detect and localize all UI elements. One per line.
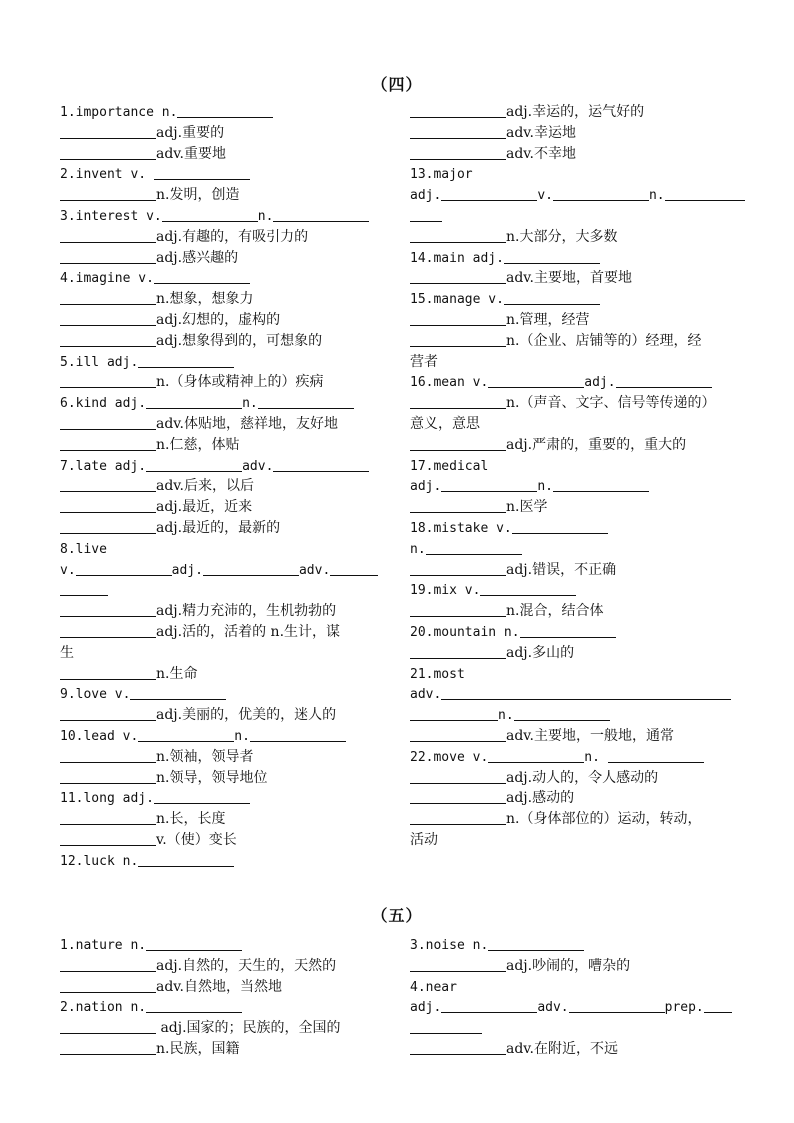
- definition-line: [410, 393, 732, 414]
- answer-blank[interactable]: [410, 311, 506, 326]
- definition-text: adj.严肃的，重要的，重大的: [506, 436, 687, 453]
- definition-line: [60, 414, 382, 435]
- definition-text: n.发明，创造: [156, 187, 240, 204]
- definition-line: [410, 102, 732, 123]
- answer-blank[interactable]: [138, 852, 234, 867]
- word-entry-line: [410, 456, 732, 477]
- continued-blank-line: [410, 1018, 732, 1039]
- wrapped-text: 活动: [410, 831, 438, 848]
- wrapped-text-line: [60, 643, 382, 664]
- definition-line: [60, 476, 382, 497]
- word-entry-text: 3.noise n.: [410, 938, 489, 953]
- answer-blank[interactable]: [480, 581, 576, 596]
- answer-blank[interactable]: [608, 748, 704, 763]
- definition-text: n.生命: [156, 665, 198, 682]
- word-entry-line: [60, 206, 382, 227]
- definition-text: n.民族，国籍: [156, 1040, 240, 1057]
- definition-text: n.（身体或精神上的）疾病: [156, 374, 324, 391]
- definition-line: [410, 310, 732, 331]
- section-title-4: （四）: [371, 75, 423, 94]
- word-entry-text: n.: [234, 728, 250, 744]
- word-entry-line: [60, 684, 382, 705]
- definition-text: n.想象，想象力: [156, 291, 254, 308]
- definition-text: adj.吵闹的，嘈杂的: [506, 957, 631, 974]
- answer-blank[interactable]: [60, 290, 156, 305]
- word-entry-line: [410, 747, 732, 768]
- section4-right-column: [410, 102, 732, 851]
- word-entry-line: [410, 539, 732, 560]
- answer-blank[interactable]: [553, 186, 649, 201]
- definition-line: [60, 497, 382, 518]
- answer-blank[interactable]: [410, 394, 506, 409]
- answer-blank[interactable]: [146, 998, 242, 1013]
- word-entry-text: 16.mean v.: [410, 375, 489, 391]
- answer-blank[interactable]: [60, 748, 156, 763]
- word-entry-text: adv.: [242, 458, 274, 474]
- word-entry-text: 18.mistake v.: [410, 520, 512, 536]
- answer-blank[interactable]: [60, 810, 156, 825]
- answer-blank[interactable]: [504, 290, 600, 305]
- answer-blank[interactable]: [426, 540, 522, 555]
- word-entry-text: prep.: [664, 1000, 704, 1016]
- word-entry-text: 11.long adj.: [60, 791, 154, 807]
- definition-text: n.（声音、文字、信号等传递的）: [506, 395, 716, 412]
- definition-line: [60, 622, 382, 643]
- wrapped-text: 生: [60, 644, 74, 661]
- definition-line: [60, 747, 382, 768]
- word-entry-text: 10.lead v.: [60, 728, 139, 744]
- answer-blank[interactable]: [410, 644, 506, 659]
- word-entry-text: 21.most: [410, 666, 465, 682]
- definition-line: [60, 956, 382, 977]
- definition-line: [60, 830, 382, 851]
- definition-line: [410, 726, 732, 747]
- word-entry-line: [410, 248, 732, 269]
- answer-blank[interactable]: [60, 623, 156, 638]
- answer-blank[interactable]: [410, 957, 506, 972]
- definition-line: [60, 435, 382, 456]
- definition-text: adv.后来，以后: [156, 478, 255, 495]
- definition-text: n.领袖，领导者: [156, 748, 254, 765]
- definition-text: adj.活的，活着的 n.生计，谋: [156, 623, 341, 640]
- wrapped-text-line: [410, 352, 732, 373]
- answer-blank[interactable]: [177, 103, 273, 118]
- definition-line: [60, 1018, 382, 1039]
- word-entry-line: [410, 684, 732, 705]
- definition-text: adj.感动的: [506, 790, 575, 807]
- answer-blank[interactable]: [60, 124, 156, 139]
- answer-blank[interactable]: [60, 769, 156, 784]
- word-entry-text: adj.: [410, 1000, 442, 1016]
- answer-blank[interactable]: [60, 1040, 156, 1055]
- section5-left-column: [60, 935, 382, 1060]
- answer-blank[interactable]: [60, 602, 156, 617]
- answer-blank[interactable]: [76, 561, 172, 576]
- definition-text: adv.重要地: [156, 145, 227, 162]
- word-entry-text: 2.invent v.: [60, 167, 154, 183]
- definition-line: [60, 144, 382, 165]
- answer-blank[interactable]: [410, 145, 506, 160]
- word-entry-line: [60, 456, 382, 477]
- word-entry-text: n.: [410, 541, 426, 557]
- wrapped-text: 营者: [410, 353, 438, 370]
- definition-line: [410, 268, 732, 289]
- word-entry-line: [60, 997, 382, 1018]
- answer-blank[interactable]: [273, 457, 369, 472]
- definition-text: adv.主要地，首要地: [506, 270, 633, 287]
- word-entry-line: [410, 977, 732, 998]
- word-entry-text: n.: [648, 188, 665, 204]
- definition-line: [60, 227, 382, 248]
- word-entry-text: 1.nature n.: [60, 938, 147, 953]
- word-entry-text: 3.interest v.: [60, 208, 162, 224]
- word-entry-line: [410, 580, 732, 601]
- word-entry-text: 17.medical: [410, 458, 489, 474]
- definition-text: adv.幸运地: [506, 124, 577, 141]
- answer-blank[interactable]: [60, 831, 156, 846]
- answer-blank[interactable]: [410, 706, 498, 721]
- section-title-5: （五）: [371, 906, 423, 925]
- answer-blank[interactable]: [146, 394, 242, 409]
- definition-line: [410, 601, 732, 622]
- word-entry-line: [60, 726, 382, 747]
- definition-text: adj.幸运的，运气好的: [506, 104, 645, 120]
- answer-blank[interactable]: [60, 311, 156, 326]
- answer-blank[interactable]: [488, 373, 584, 388]
- definition-text: n.大部分，大多数: [506, 228, 618, 245]
- answer-blank[interactable]: [410, 727, 506, 742]
- answer-blank[interactable]: [514, 706, 610, 721]
- word-entry-text: n.: [498, 708, 514, 724]
- word-entry-line: [60, 788, 382, 809]
- definition-line: [410, 768, 732, 789]
- word-entry-line: [410, 705, 732, 726]
- answer-blank[interactable]: [60, 249, 156, 264]
- definition-text: adv.体贴地，慈祥地，友好地: [156, 415, 339, 432]
- answer-blank[interactable]: [146, 457, 242, 472]
- definition-line: [410, 123, 732, 144]
- word-entry-text: 20.mountain n.: [410, 624, 520, 640]
- answer-blank[interactable]: [441, 186, 537, 201]
- word-entry-text: v.: [60, 562, 76, 578]
- word-entry-text: n.: [537, 479, 553, 495]
- definition-line: [410, 497, 732, 518]
- word-entry-line: [60, 164, 382, 185]
- word-entry-text: 6.kind adj.: [60, 396, 147, 412]
- answer-blank[interactable]: [410, 1040, 506, 1055]
- definition-text: n.长，长度: [156, 811, 226, 828]
- word-entry-text: 9.love v.: [60, 687, 131, 703]
- definition-line: [410, 331, 732, 352]
- answer-blank[interactable]: [504, 249, 600, 264]
- definition-text: adj.最近，近来: [156, 499, 253, 516]
- answer-blank[interactable]: [60, 145, 156, 160]
- answer-blank[interactable]: [553, 477, 649, 492]
- answer-blank[interactable]: [441, 685, 731, 700]
- answer-blank[interactable]: [154, 789, 250, 804]
- answer-blank[interactable]: [410, 810, 506, 825]
- definition-text: adv.在附近，不远: [506, 1040, 619, 1057]
- answer-blank[interactable]: [410, 207, 442, 222]
- word-entry-text: n.: [584, 749, 608, 765]
- definition-text: n.（身体部位的）运动，转动，: [506, 811, 702, 828]
- answer-blank[interactable]: [60, 1019, 156, 1034]
- answer-blank[interactable]: [330, 561, 378, 576]
- answer-blank[interactable]: [60, 581, 108, 596]
- answer-blank[interactable]: [410, 436, 506, 451]
- definition-line: [60, 123, 382, 144]
- word-entry-line: [410, 164, 732, 185]
- word-entry-text: adv.: [298, 562, 331, 578]
- word-entry-line: [60, 560, 382, 581]
- word-entry-text: 22.move v.: [410, 749, 489, 765]
- answer-blank[interactable]: [410, 124, 506, 139]
- definition-line: [410, 435, 732, 456]
- answer-blank[interactable]: [520, 623, 616, 638]
- answer-blank[interactable]: [60, 477, 156, 492]
- word-entry-text: adj.: [410, 479, 442, 495]
- definition-text: adj.美丽的，优美的，迷人的: [156, 707, 337, 724]
- answer-blank[interactable]: [410, 269, 506, 284]
- word-entry-text: v.: [537, 188, 553, 204]
- definition-text: v.（使）变长: [156, 831, 237, 848]
- word-entry-text: adv.: [410, 687, 442, 703]
- word-entry-text: 2.nation n.: [60, 1000, 147, 1016]
- answer-blank[interactable]: [512, 519, 608, 534]
- definition-text: adj.感兴趣的: [156, 249, 239, 266]
- definition-text: adj.错误，不正确: [506, 561, 617, 578]
- word-entry-text: 8.live: [60, 541, 107, 557]
- section5-right-column: [410, 935, 732, 1060]
- wrapped-text-line: [410, 830, 732, 851]
- answer-blank[interactable]: [60, 415, 156, 430]
- word-entry-text: 1.importance n.: [60, 105, 178, 120]
- answer-blank[interactable]: [60, 498, 156, 513]
- word-entry-line: [60, 268, 382, 289]
- section4-left-column: [60, 102, 382, 871]
- word-entry-line: [410, 185, 732, 206]
- word-entry-line: [410, 289, 732, 310]
- answer-blank[interactable]: [273, 207, 369, 222]
- definition-line: [60, 372, 382, 393]
- definition-text: n.混合，结合体: [506, 603, 604, 620]
- answer-blank[interactable]: [60, 228, 156, 243]
- definition-text: adj.自然的，天生的，天然的: [156, 957, 337, 974]
- word-entry-line: [60, 935, 382, 956]
- word-entry-text: 7.late adj.: [60, 458, 147, 474]
- answer-blank[interactable]: [410, 498, 506, 513]
- word-entry-line: [410, 476, 732, 497]
- answer-blank[interactable]: [60, 519, 156, 534]
- definition-line: [60, 809, 382, 830]
- answer-blank[interactable]: [60, 957, 156, 972]
- word-entry-text: n.: [257, 208, 274, 224]
- word-entry-line: [60, 352, 382, 373]
- answer-blank[interactable]: [569, 998, 665, 1013]
- definition-text: adv.自然地，当然地: [156, 978, 283, 995]
- definition-line: [60, 185, 382, 206]
- answer-blank[interactable]: [60, 706, 156, 721]
- word-entry-line: [60, 102, 382, 123]
- answer-blank[interactable]: [60, 186, 156, 201]
- answer-blank[interactable]: [410, 332, 506, 347]
- word-entry-line: [60, 393, 382, 414]
- answer-blank[interactable]: [60, 978, 156, 993]
- definition-text: n.仁慈，体贴: [156, 436, 240, 453]
- word-entry-text: 19.mix v.: [410, 583, 481, 599]
- answer-blank[interactable]: [146, 936, 242, 951]
- definition-line: [60, 518, 382, 539]
- answer-blank[interactable]: [410, 1019, 482, 1034]
- answer-blank[interactable]: [60, 436, 156, 451]
- word-entry-line: [410, 622, 732, 643]
- answer-blank[interactable]: [60, 665, 156, 680]
- answer-blank[interactable]: [410, 769, 506, 784]
- definition-line: [410, 1039, 732, 1060]
- definition-text: adj.国家的；民族的，全国的: [156, 1020, 341, 1037]
- answer-blank[interactable]: [616, 373, 712, 388]
- definition-line: [60, 664, 382, 685]
- word-entry-text: adj.: [171, 562, 203, 578]
- answer-blank[interactable]: [488, 748, 584, 763]
- answer-blank[interactable]: [410, 602, 506, 617]
- word-entry-line: [410, 664, 732, 685]
- definition-line: [410, 788, 732, 809]
- answer-blank[interactable]: [410, 228, 506, 243]
- definition-text: n.（企业、店铺等的）经理，经: [506, 332, 702, 349]
- answer-blank[interactable]: [60, 373, 156, 388]
- word-entry-line: [410, 518, 732, 539]
- answer-blank[interactable]: [488, 936, 584, 951]
- continued-blank-line: [60, 580, 382, 601]
- word-entry-line: [60, 851, 382, 872]
- definition-line: [410, 643, 732, 664]
- definition-text: adv.主要地，一般地，通常: [506, 727, 675, 744]
- answer-blank[interactable]: [154, 269, 250, 284]
- answer-blank[interactable]: [410, 561, 506, 576]
- definition-text: adj.有趣的，有吸引力的: [156, 228, 309, 245]
- definition-line: [60, 1039, 382, 1060]
- answer-blank[interactable]: [704, 998, 732, 1013]
- definition-line: [60, 705, 382, 726]
- definition-line: [410, 809, 732, 830]
- word-entry-text: adj.: [584, 375, 616, 391]
- answer-blank[interactable]: [138, 727, 234, 742]
- answer-blank[interactable]: [138, 353, 234, 368]
- definition-line: [60, 601, 382, 622]
- answer-blank[interactable]: [258, 394, 354, 409]
- definition-text: adj.最近的，最新的: [156, 519, 281, 536]
- word-entry-line: [410, 997, 732, 1018]
- word-entry-text: 4.imagine v.: [60, 271, 154, 287]
- definition-line: [60, 977, 382, 998]
- word-entry-text: adj.: [410, 188, 442, 204]
- definition-text: adj.幻想的，虚构的: [156, 311, 281, 328]
- word-entry-line: [410, 935, 732, 956]
- word-entry-text: 12.luck n.: [60, 853, 139, 869]
- definition-line: [410, 956, 732, 977]
- continued-blank-line: [410, 206, 732, 227]
- answer-blank[interactable]: [441, 998, 537, 1013]
- definition-text: adj.多山的: [506, 644, 575, 661]
- definition-text: adj.动人的，令人感动的: [506, 769, 659, 786]
- answer-blank[interactable]: [154, 165, 250, 180]
- answer-blank[interactable]: [130, 685, 226, 700]
- answer-blank[interactable]: [410, 789, 506, 804]
- wrapped-text: 意义，意思: [410, 415, 480, 432]
- word-entry-text: 4.near: [410, 979, 457, 995]
- word-entry-line: [410, 372, 732, 393]
- definition-text: n.管理，经营: [506, 311, 590, 328]
- word-entry-line: [60, 539, 382, 560]
- definition-text: adj.想象得到的，可想象的: [156, 332, 323, 349]
- definition-line: [60, 310, 382, 331]
- definition-text: n.医学: [506, 499, 548, 516]
- word-entry-text: 15.manage v.: [410, 292, 504, 308]
- word-entry-text: n.: [242, 396, 258, 412]
- definition-text: adv.不幸地: [506, 145, 577, 162]
- answer-blank[interactable]: [203, 561, 299, 576]
- definition-line: [410, 144, 732, 165]
- answer-blank[interactable]: [250, 727, 346, 742]
- definition-line: [60, 331, 382, 352]
- answer-blank[interactable]: [60, 332, 156, 347]
- definition-text: n.领导，领导地位: [156, 769, 268, 786]
- definition-line: [60, 248, 382, 269]
- word-entry-text: 13.major: [410, 167, 473, 183]
- answer-blank[interactable]: [665, 186, 745, 201]
- word-entry-text: 5.ill adj.: [60, 354, 139, 370]
- word-entry-text: adv.: [537, 1000, 569, 1016]
- answer-blank[interactable]: [162, 207, 258, 222]
- wrapped-text-line: [410, 414, 732, 435]
- definition-text: adj.精力充沛的，生机勃勃的: [156, 603, 337, 620]
- answer-blank[interactable]: [441, 477, 537, 492]
- definition-text: adj.重要的: [156, 124, 225, 141]
- definition-line: [60, 768, 382, 789]
- definition-line: [410, 560, 732, 581]
- word-entry-text: 14.main adj.: [410, 250, 504, 266]
- answer-blank[interactable]: [410, 103, 506, 118]
- definition-line: [410, 227, 732, 248]
- definition-line: [60, 289, 382, 310]
